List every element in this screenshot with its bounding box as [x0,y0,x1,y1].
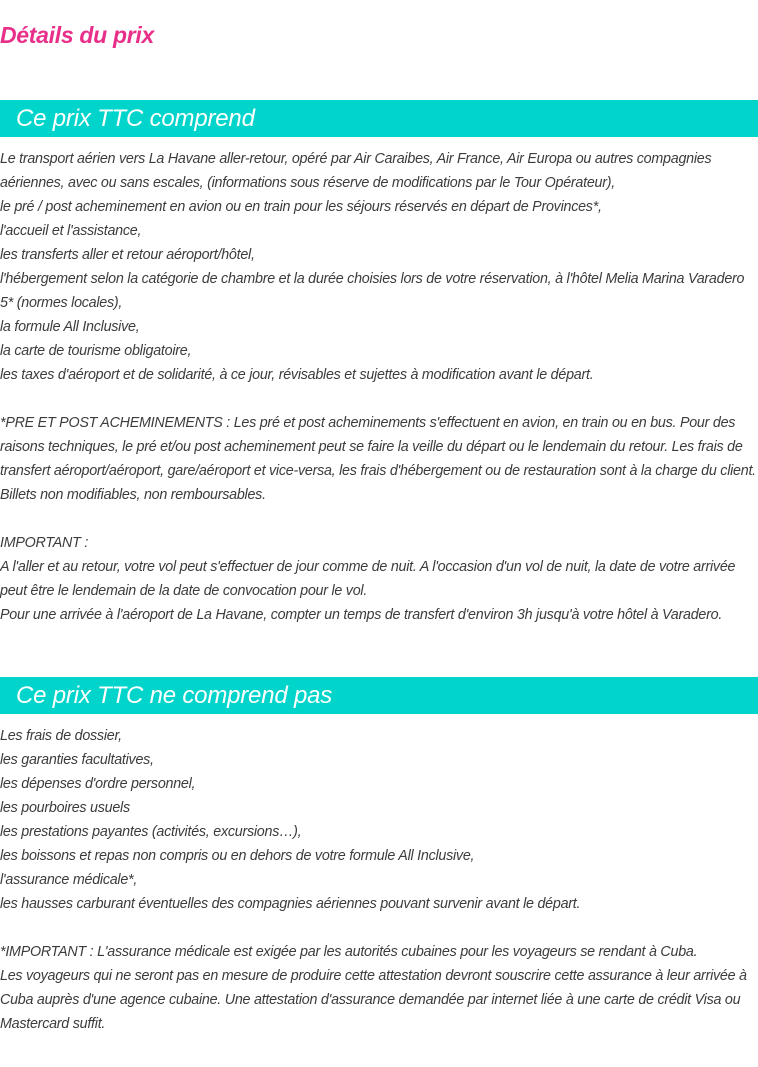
excluded-item: les pourboires usuels [0,800,130,816]
excluded-section-body [0,724,758,1036]
included-item: le pré / post acheminement en avion ou en train pour les séjours réservés en départ de Provinces*, [0,199,602,215]
included-item: la carte de tourisme obligatoire, [0,343,192,359]
insurance-important-line: Les voyageurs qui ne seront pas en mesure de produire cette attestation devront souscrire cette assurance à leur arrivée à Cuba auprès d'une agence cubaine. Une attestation d'assurance demandée par internet liée à une carte de crédit Visa ou Mastercard suffit. [0,968,747,1032]
excluded-section-header: Ce prix TTC ne comprend pas [0,677,758,714]
spacer [0,916,758,940]
included-section-body [0,147,758,627]
spacer [0,507,758,531]
included-item: les transferts aller et retour aéroport/hôtel, [0,247,255,263]
spacer [0,387,758,411]
included-item: l'hébergement selon la catégorie de chambre et la durée choisies lors de votre réservation, à l'hôtel Melia Marina Varadero 5* (normes locales), [0,271,745,311]
included-item: l'accueil et l'assistance, [0,223,142,239]
pre-post-note: *PRE ET POST ACHEMINEMENTS : Les pré et post acheminements s'effectuent en avion, en train ou en bus. Pour des raisons techniques, le pré et/ou post acheminement peut se faire la veille du départ ou le lendemain du retour. Les frais de transfert aéroport/aéroport, gare/aéroport et vice-versa, les frais d'hébergement ou de restauration sont à la charge du client. Billets non modifiables, non remboursables. [0,415,756,503]
insurance-important-line: *IMPORTANT : L'assurance médicale est exigée par les autorités cubaines pour les voyageurs se rendant à Cuba. [0,944,698,960]
excluded-item: Les frais de dossier, [0,728,122,744]
included-item: les taxes d'aéroport et de solidarité, à ce jour, révisables et sujettes à modification avant le départ. [0,367,594,383]
important-label: IMPORTANT : [0,535,89,551]
excluded-item: les dépenses d'ordre personnel, [0,776,196,792]
excluded-item: les boissons et repas non compris ou en dehors de votre formule All Inclusive, [0,848,475,864]
page-title: Détails du prix [0,22,154,48]
excluded-item: les prestations payantes (activités, excursions…), [0,824,302,840]
excluded-item: l'assurance médicale*, [0,872,138,888]
excluded-item: les garanties facultatives, [0,752,154,768]
important-line: Pour une arrivée à l'aéroport de La Havane, compter un temps de transfert d'environ 3h jusqu'à votre hôtel à Varadero. [0,607,723,623]
included-section-header: Ce prix TTC comprend [0,100,758,137]
important-line: A l'aller et au retour, votre vol peut s'effectuer de jour comme de nuit. A l'occasion d'un vol de nuit, la date de votre arrivée peut être le lendemain de la date de convocation pour le vol. [0,559,736,599]
excluded-item: les hausses carburant éventuelles des compagnies aériennes pouvant survenir avant le départ. [0,896,581,912]
included-item: Le transport aérien vers La Havane aller-retour, opéré par Air Caraibes, Air France, Air Europa ou autres compagnies aériennes, avec ou sans escales, (informations sous réserve de modifications par le Tour Opérateur), [0,151,712,191]
included-item: la formule All Inclusive, [0,319,140,335]
